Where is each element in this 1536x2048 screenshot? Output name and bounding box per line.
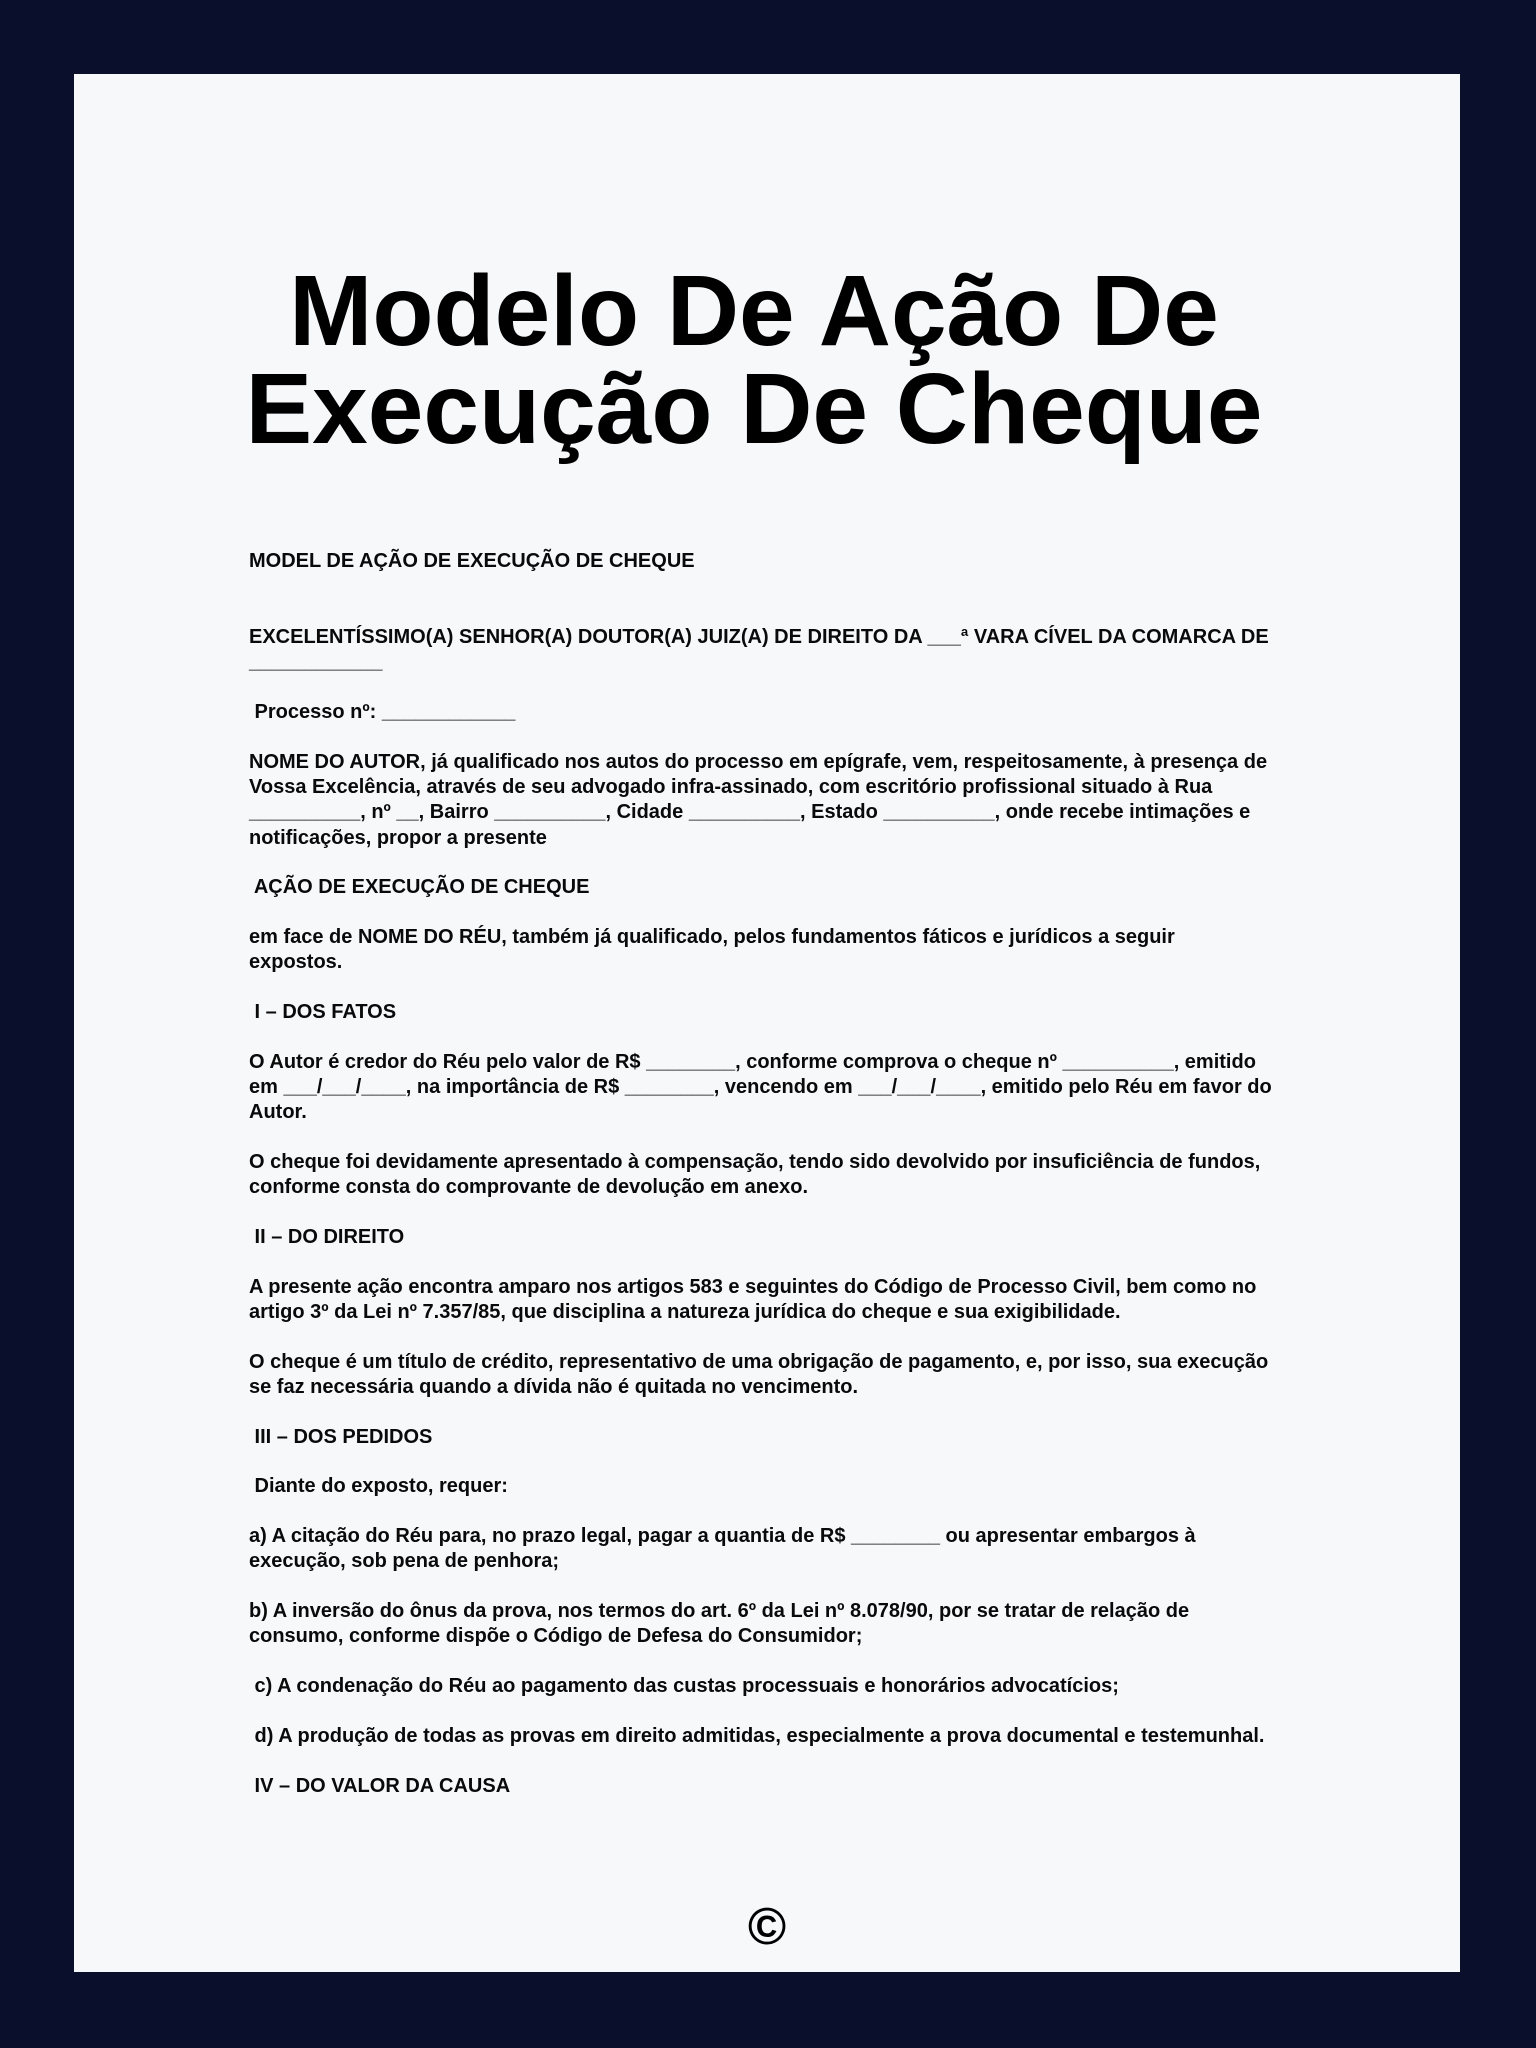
text-line: c) A condenação do Réu ao pagamento das custas processuais e honorários advocatícios; [249,1675,1119,1698]
facts-paragraph-2 [249,1150,1389,1200]
text-line: notificações, propor a presente [249,826,547,849]
text-line: Autor. [249,1101,307,1124]
section-heading-claim-value [249,1774,1389,1799]
text-line: O cheque foi devidamente apresentado à compensação, tendo sido devolvido por insuficiência de fundos, [249,1150,1261,1173]
document-heading [249,549,1389,574]
text-line: d) A produção de todas as provas em direito admitidas, especialmente a prova documental e testemunhal. [249,1724,1265,1747]
text-line: b) A inversão do ônus da prova, nos termos do art. 6º da Lei nº 8.078/90, por se tratar de relação de [249,1600,1190,1623]
text-line: em face de NOME DO RÉU, também já qualificado, pelos fundamentos fáticos e jurídicos a seguir [249,926,1175,949]
defendant-paragraph [249,925,1389,975]
text-line: I – DOS FATOS [249,1001,397,1024]
document-body [249,549,1389,1824]
text-line: expostos. [249,951,343,974]
text-line: execução, sob pena de penhora; [249,1550,560,1573]
text-line: consumo, conforme dispõe o Código de Defesa do Consumidor; [249,1625,863,1648]
document-page [74,74,1460,1972]
text-line: II – DO DIREITO [249,1225,405,1248]
text-line: III – DOS PEDIDOS [249,1425,433,1448]
text-line: MODEL DE AÇÃO DE EXECUÇÃO DE CHEQUE [249,550,695,572]
request-item-a [249,1524,1389,1574]
text-line: a) A citação do Réu para, no prazo legal, pagar a quantia de R$ ________ ou apresentar embargos à [249,1525,1196,1548]
text-line: O Autor é credor do Réu pelo valor de R$ ________, conforme comprova o cheque nº __________, emitido [249,1050,1256,1073]
text-line: IV – DO VALOR DA CAUSA [249,1774,511,1797]
intro-paragraph [249,750,1389,851]
text-line: EXCELENTÍSSIMO(A) SENHOR(A) DOUTOR(A) JUIZ(A) DE DIREITO DA ___ª VARA CÍVEL DA COMARCA DE [249,626,1269,649]
request-item-d [249,1724,1389,1749]
copyright-icon: © [747,1898,787,1956]
request-item-c [249,1674,1389,1699]
text-line: artigo 3º da Lei nº 7.357/85, que disciplina a natureza jurídica do cheque e sua exigibilidade. [249,1300,1121,1323]
text-line: Diante do exposto, requer: [249,1475,508,1498]
addressee-paragraph [249,625,1389,675]
facts-paragraph-1 [249,1050,1389,1126]
request-item-b [249,1599,1389,1649]
text-line: __________, nº __, Bairro __________, Cidade __________, Estado __________, onde recebe intimações e [249,801,1251,824]
requests-intro [249,1474,1389,1499]
text-line: conforme consta do comprovante de devolução em anexo. [249,1176,809,1199]
document-title: Modelo De Ação De Execução De Cheque [245,255,1263,465]
action-title [249,875,1389,900]
text-line: se faz necessária quando a dívida não é quitada no vencimento. [249,1375,859,1398]
law-paragraph-2 [249,1350,1389,1400]
text-line: Processo nº: ____________ [249,701,516,724]
section-heading-requests [249,1425,1389,1450]
text-line: ____________ [249,651,383,674]
section-heading-facts [249,1000,1389,1025]
text-line: A presente ação encontra amparo nos artigos 583 e seguintes do Código de Processo Civil, bem como no [249,1275,1257,1298]
text-line: Vossa Excelência, através de seu advogado infra-assinado, com escritório profissional situado à Rua [249,776,1213,799]
law-paragraph-1 [249,1275,1389,1325]
text-line: O cheque é um título de crédito, representativo de uma obrigação de pagamento, e, por isso, sua execução [249,1350,1269,1373]
text-line: AÇÃO DE EXECUÇÃO DE CHEQUE [249,876,590,899]
text-line: NOME DO AUTOR, já qualificado nos autos do processo em epígrafe, vem, respeitosamente, à presença de [249,750,1268,773]
text-line: em ___/___/____, na importância de R$ ________, vencendo em ___/___/____, emitido pelo Réu em favor do [249,1076,1272,1098]
section-heading-law [249,1225,1389,1250]
process-number [249,700,1389,725]
